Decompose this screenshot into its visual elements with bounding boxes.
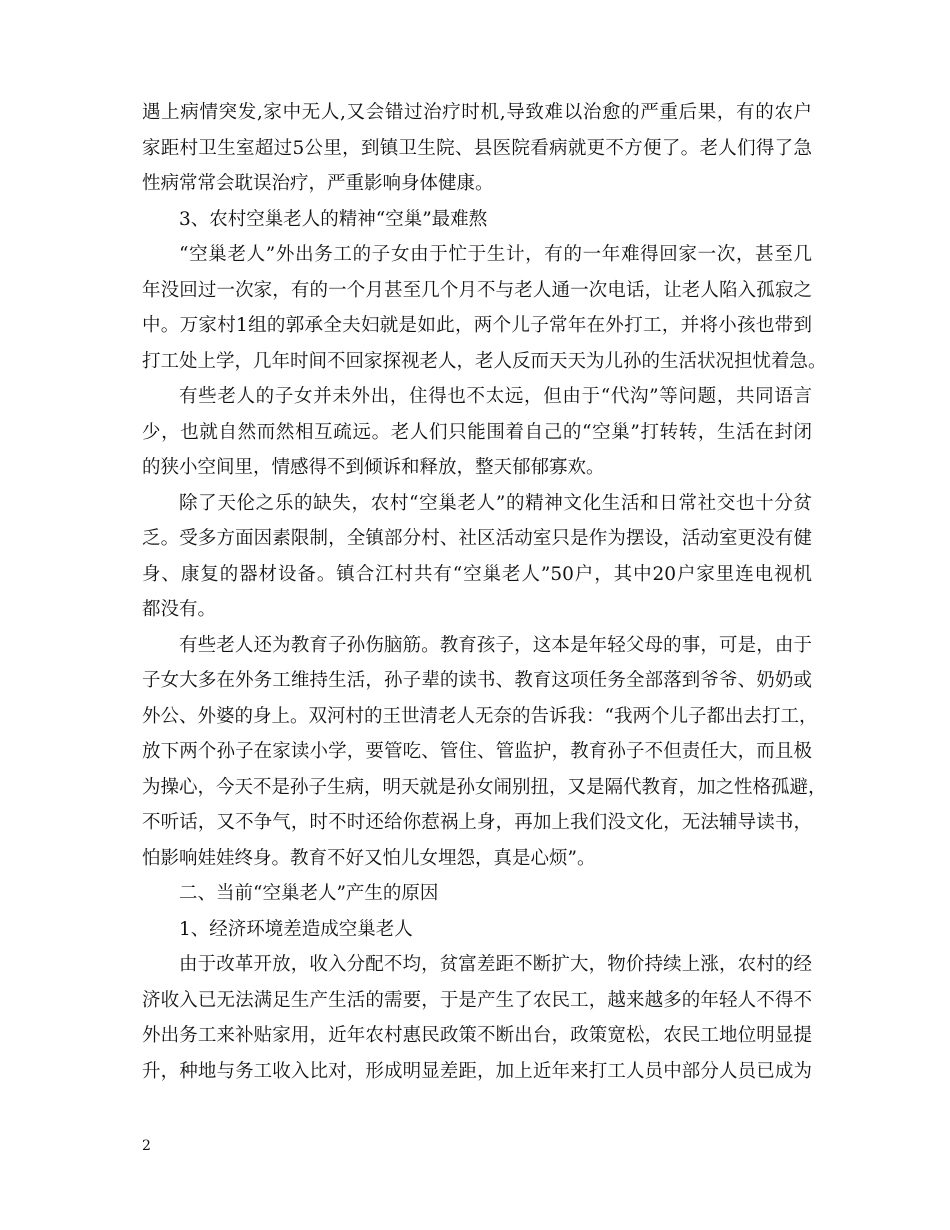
text-line: 打工处上学，几年时间不回家探视老人，老人反而天天为儿孙的生活状况担忧着急。 (142, 350, 827, 372)
text-line: 身、康复的器材设备。镇合江村共有“空巢老人”50户，其中20户家里连电视机 (142, 563, 812, 585)
text-line: 子女大多在外务工维持生活，孙子辈的读书、教育这项任务全部落到爷爷、奶奶或 (142, 670, 812, 691)
section-heading: 二、当前“空巢老人”产生的原因 (179, 883, 439, 904)
text-line: 有些老人的子女并未外出，住得也不太远，但由于“代沟”等问题，共同语言 (179, 386, 812, 407)
section-heading: 3、农村空巢老人的精神“空巢”最难熬 (179, 208, 488, 230)
text-line: 中。万家村1组的郭承全夫妇就是如此，两个儿子常年在外打工，并将小孩也带到 (142, 315, 812, 336)
text-line: 少，也就自然而然相互疏远。老人们只能围着自己的“空巢”打转转，生活在封闭 (142, 421, 812, 443)
text-line: 为操心，今天不是孙子生病，明天就是孙女闹别扭，又是隔代教育，加之性格孤避， (142, 776, 827, 798)
text-line: 外出务工来补贴家用，近年农村惠民政策不断出台，政策宽松，农民工地位明显提 (142, 1025, 812, 1046)
text-line: 怕影响娃娃终身。教育不好又怕儿女埋怨，真是心烦”。 (142, 847, 596, 869)
text-line: 乏。受多方面因素限制，全镇部分村、社区活动室只是作为摆设，活动室更没有健 (142, 528, 812, 549)
text-line: 有些老人还为教育子孙伤脑筋。教育孩子，这本是年轻父母的事，可是，由于 (179, 634, 812, 656)
text-line: 外公、外婆的身上。双河村的王世清老人无奈的告诉我：“我两个儿子都出去打工， (142, 705, 818, 727)
text-line: 都没有。 (142, 599, 217, 620)
text-line: 遇上病情突发,家中无人,又会错过治疗时机,导致难以治愈的严重后果，有的农户 (142, 102, 812, 123)
text-line: 的狭小空间里，情感得不到倾诉和释放，整天郁郁寡欢。 (142, 457, 605, 478)
text-line: 家距村卫生室超过5公里，到镇卫生院、县医院看病就更不方便了。老人们得了急 (142, 137, 812, 159)
text-line: 放下两个孙子在家读小学，要管吃、管住、管监护，教育孙子不但责任大，而且极 (142, 741, 812, 762)
text-line: “空巢老人”外出务工的子女由于忙于生计，有的一年难得回家一次，甚至几 (179, 244, 812, 265)
text-line: 济收入已无法满足生产生活的需要，于是产生了农民工，越来越多的年轻人不得不 (142, 989, 812, 1011)
text-line: 由于改革开放，收入分配不均，贫富差距不断扩大，物价持续上涨，农村的经 (179, 954, 812, 975)
text-line: 年没回过一次家，有的一个月甚至几个月不与老人通一次电话，让老人陷入孤寂之 (142, 279, 812, 301)
text-line: 除了天伦之乐的缺失，农村“空巢老人”的精神文化生活和日常社交也十分贫 (179, 492, 812, 514)
text-line: 性病常常会耽误治疗，严重影响身体健康。 (142, 173, 494, 194)
document-body (142, 95, 827, 1089)
page-number: 2 (142, 1138, 151, 1154)
text-line: 不听话，又不争气，时不时还给你惹祸上身，再加上我们没文化，无法辅导读书， (142, 812, 812, 833)
section-heading: 1、经济环境差造成空巢老人 (179, 918, 413, 940)
text-line: 升，种地与务工收入比对，形成明显差距，加上近年来打工人员中部分人员已成为 (142, 1060, 812, 1082)
